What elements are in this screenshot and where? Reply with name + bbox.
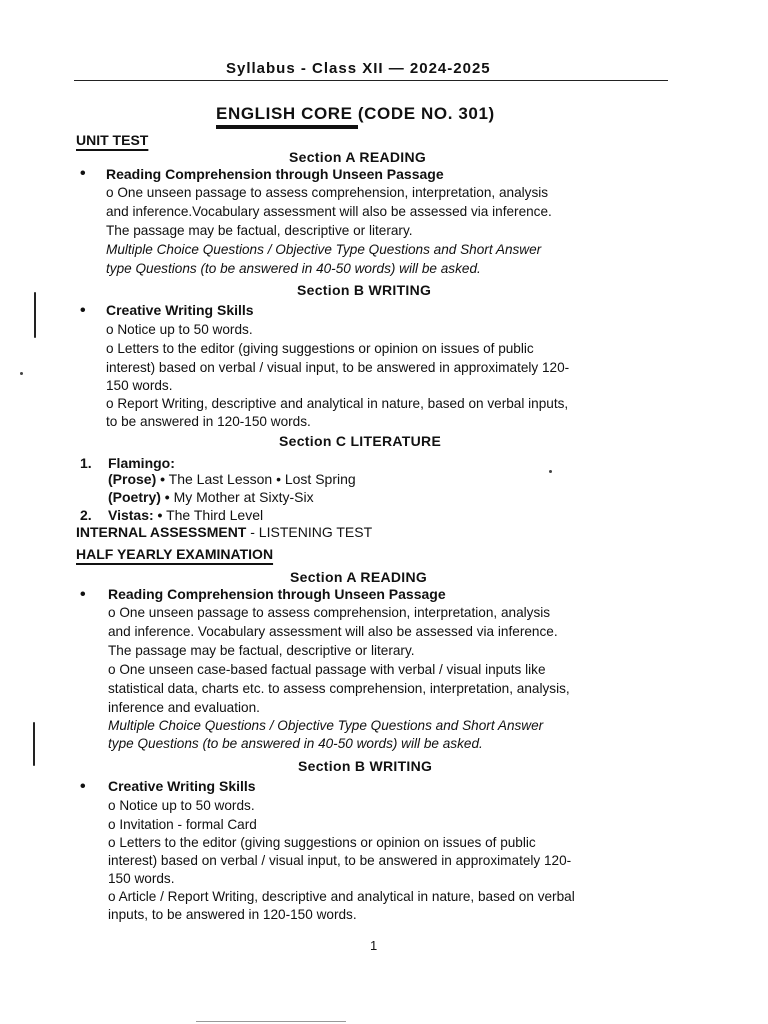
stray-dot — [549, 470, 552, 473]
header-title: Syllabus - Class XII — 2024-2025 — [226, 60, 491, 77]
text-line: and inference.Vocabulary assessment will also be assessed via inference. — [106, 204, 552, 219]
half-yearly-section-b-title: Section B WRITING — [298, 758, 433, 774]
margin-mark — [34, 292, 36, 338]
bullet-icon: • — [80, 165, 86, 182]
vistas-label: Vistas: • — [108, 507, 163, 523]
unit-test-section-c-title: Section C LITERATURE — [279, 433, 442, 449]
unit-test-heading-text: UNIT TEST — [76, 132, 149, 148]
vistas-items: The Third Level — [166, 507, 264, 523]
text-line: o Letters to the editor (giving suggestions or opinion on issues of public — [108, 835, 536, 850]
internal-assessment — [76, 524, 372, 540]
text-line: The passage may be factual, descriptive or literary. — [106, 223, 413, 238]
text-line: o Invitation - formal Card — [108, 817, 257, 832]
text-line: 150 words. — [106, 378, 173, 393]
document-title: ENGLISH CORE (CODE NO. 301) — [216, 104, 495, 123]
unit-test-section-b-item-title: Creative Writing Skills — [106, 302, 254, 318]
text-line: o Letters to the editor (giving suggestions or opinion on issues of public — [106, 341, 534, 356]
text-line: o One unseen case-based factual passage with verbal / visual inputs like — [108, 662, 546, 677]
half-yearly-section-a-item-title: Reading Comprehension through Unseen Passage — [108, 586, 446, 602]
poetry-label: (Poetry) • — [108, 489, 170, 505]
bullet-icon: • — [80, 586, 86, 603]
text-line: o Notice up to 50 words. — [108, 798, 255, 813]
poetry-items: My Mother at Sixty-Six — [173, 489, 314, 505]
text-line-italic: Multiple Choice Questions / Objective Type Questions and Short Answer — [108, 718, 544, 733]
footer-edge-line — [196, 1021, 346, 1022]
prose-row — [108, 471, 356, 487]
text-line-italic: type Questions (to be answered in 40-50 words) will be asked. — [106, 261, 481, 276]
text-line-italic: type Questions (to be answered in 40-50 words) will be asked. — [108, 736, 483, 751]
text-line: inference and evaluation. — [108, 700, 260, 715]
text-line: o One unseen passage to assess comprehension, interpretation, analysis — [106, 185, 549, 200]
unit-test-section-a-title: Section A READING — [289, 149, 427, 165]
vistas-row — [108, 507, 263, 523]
title-underline — [216, 125, 358, 129]
text-line: o Notice up to 50 words. — [106, 322, 253, 337]
text-line: and inference. Vocabulary assessment will also be assessed via inference. — [108, 624, 558, 639]
list-number: 2. — [80, 507, 92, 523]
text-line-italic: Multiple Choice Questions / Objective Type Questions and Short Answer — [106, 242, 542, 257]
text-line: interest) based on verbal / visual input, to be answered in approximately 120- — [106, 360, 570, 375]
prose-label: (Prose) • — [108, 471, 166, 487]
unit-test-heading — [76, 132, 148, 148]
internal-assessment-detail: - LISTENING TEST — [246, 524, 373, 540]
internal-assessment-label: INTERNAL ASSESSMENT — [76, 524, 247, 540]
text-line: o One unseen passage to assess comprehension, interpretation, analysis — [108, 605, 551, 620]
text-line: inputs, to be answered in 120-150 words. — [108, 907, 357, 922]
flamingo-label: Flamingo: — [108, 455, 175, 471]
half-yearly-section-b-item-title: Creative Writing Skills — [108, 778, 256, 794]
text-line: 150 words. — [108, 871, 175, 886]
bullet-icon: • — [80, 778, 86, 795]
text-line: The passage may be factual, descriptive or literary. — [108, 643, 415, 658]
half-yearly-section-a-title: Section A READING — [290, 569, 428, 585]
half-yearly-heading — [76, 546, 273, 562]
list-number: 1. — [80, 455, 92, 471]
page-number: 1 — [370, 938, 378, 953]
text-line: o Report Writing, descriptive and analytical in nature, based on verbal inputs, — [106, 396, 569, 411]
prose-items: The Last Lesson • Lost Spring — [168, 471, 356, 487]
margin-mark — [33, 722, 35, 766]
unit-test-section-b-title: Section B WRITING — [297, 282, 432, 298]
stray-dot — [20, 372, 23, 375]
text-line: o Article / Report Writing, descriptive and analytical in nature, based on verbal — [108, 889, 575, 904]
text-line: interest) based on verbal / visual input, to be answered in approximately 120- — [108, 853, 572, 868]
text-line: statistical data, charts etc. to assess comprehension, interpretation, analysis, — [108, 681, 570, 696]
poetry-row — [108, 489, 314, 505]
unit-test-section-a-item-title: Reading Comprehension through Unseen Passage — [106, 166, 444, 182]
bullet-icon: • — [80, 302, 86, 319]
half-yearly-heading-text: HALF YEARLY EXAMINATION — [76, 546, 274, 562]
text-line: to be answered in 120-150 words. — [106, 414, 311, 429]
header-rule — [74, 80, 668, 81]
